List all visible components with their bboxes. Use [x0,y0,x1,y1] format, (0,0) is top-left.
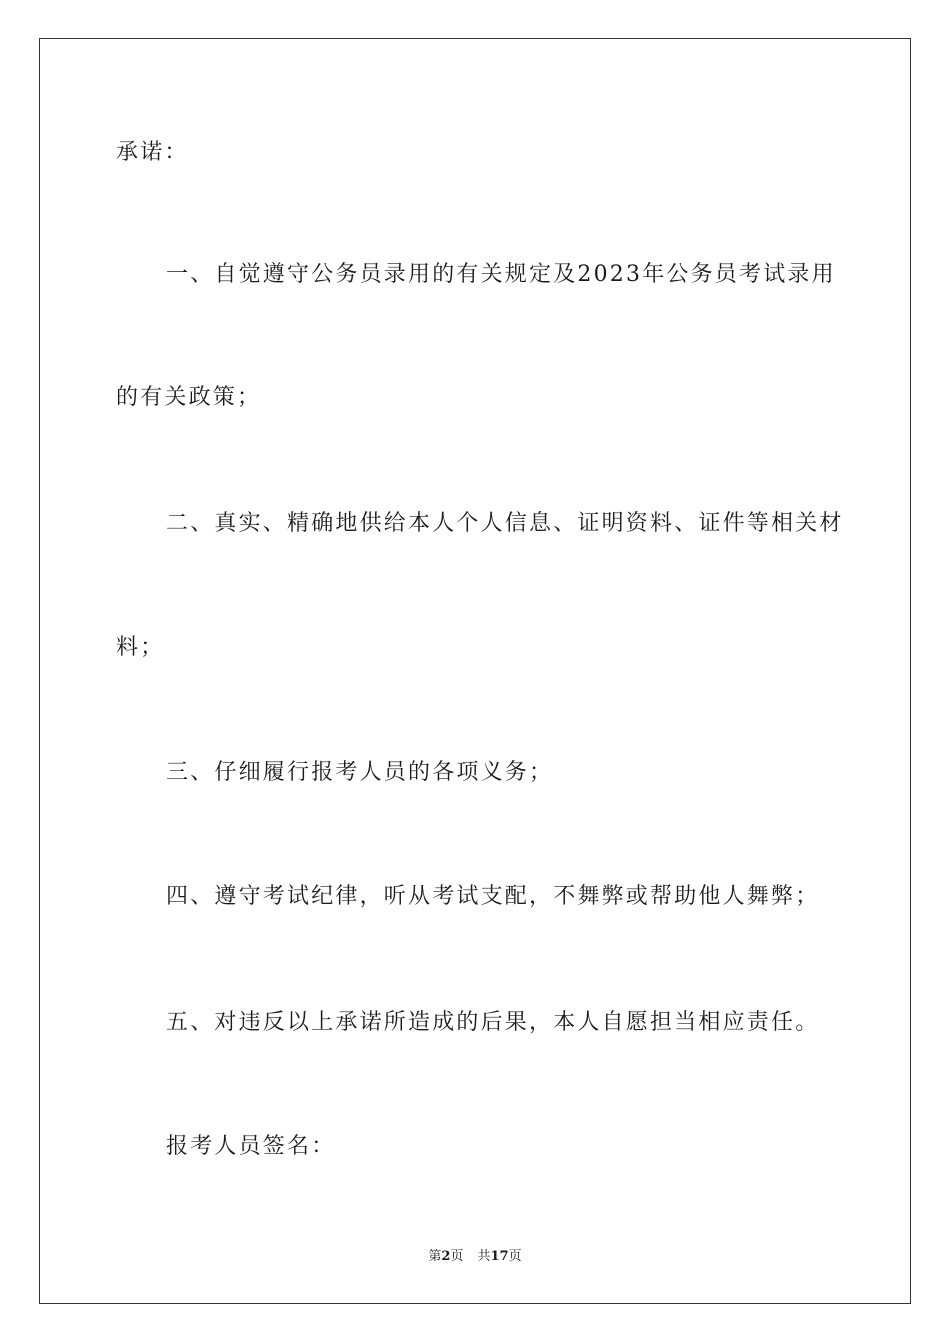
clause-5: 五、对违反以上承诺所造成的后果，本人自愿担当相应责任。 [166,1010,820,1035]
page-border [39,38,911,1304]
total-pages: 17 [490,1249,509,1264]
page-number: 2 [441,1249,451,1264]
signature-label: 报考人员签名： [166,1134,336,1159]
clause-1-line-2: 的有关政策； [116,385,262,410]
page-prefix: 第 [428,1249,442,1264]
total-suffix: 页 [508,1249,522,1264]
clause-3: 三、仔细履行报考人员的各项义务； [166,760,554,785]
page-suffix: 页 [450,1249,464,1264]
clause-2-line-1: 二、真实、精确地供给本人个人信息、证明资料、证件等相关材 [166,511,844,536]
clause-2-line-2: 料； [116,635,165,660]
commitment-heading: 承诺： [116,140,189,165]
total-prefix: 共 [477,1249,491,1264]
clause-4: 四、遵守考试纪律，听从考试支配，不舞弊或帮助他人舞弊； [166,884,820,909]
page-footer [0,1248,950,1266]
clause-1-line-1: 一、自觉遵守公务员录用的有关规定及2023年公务员考试录用 [166,262,836,287]
